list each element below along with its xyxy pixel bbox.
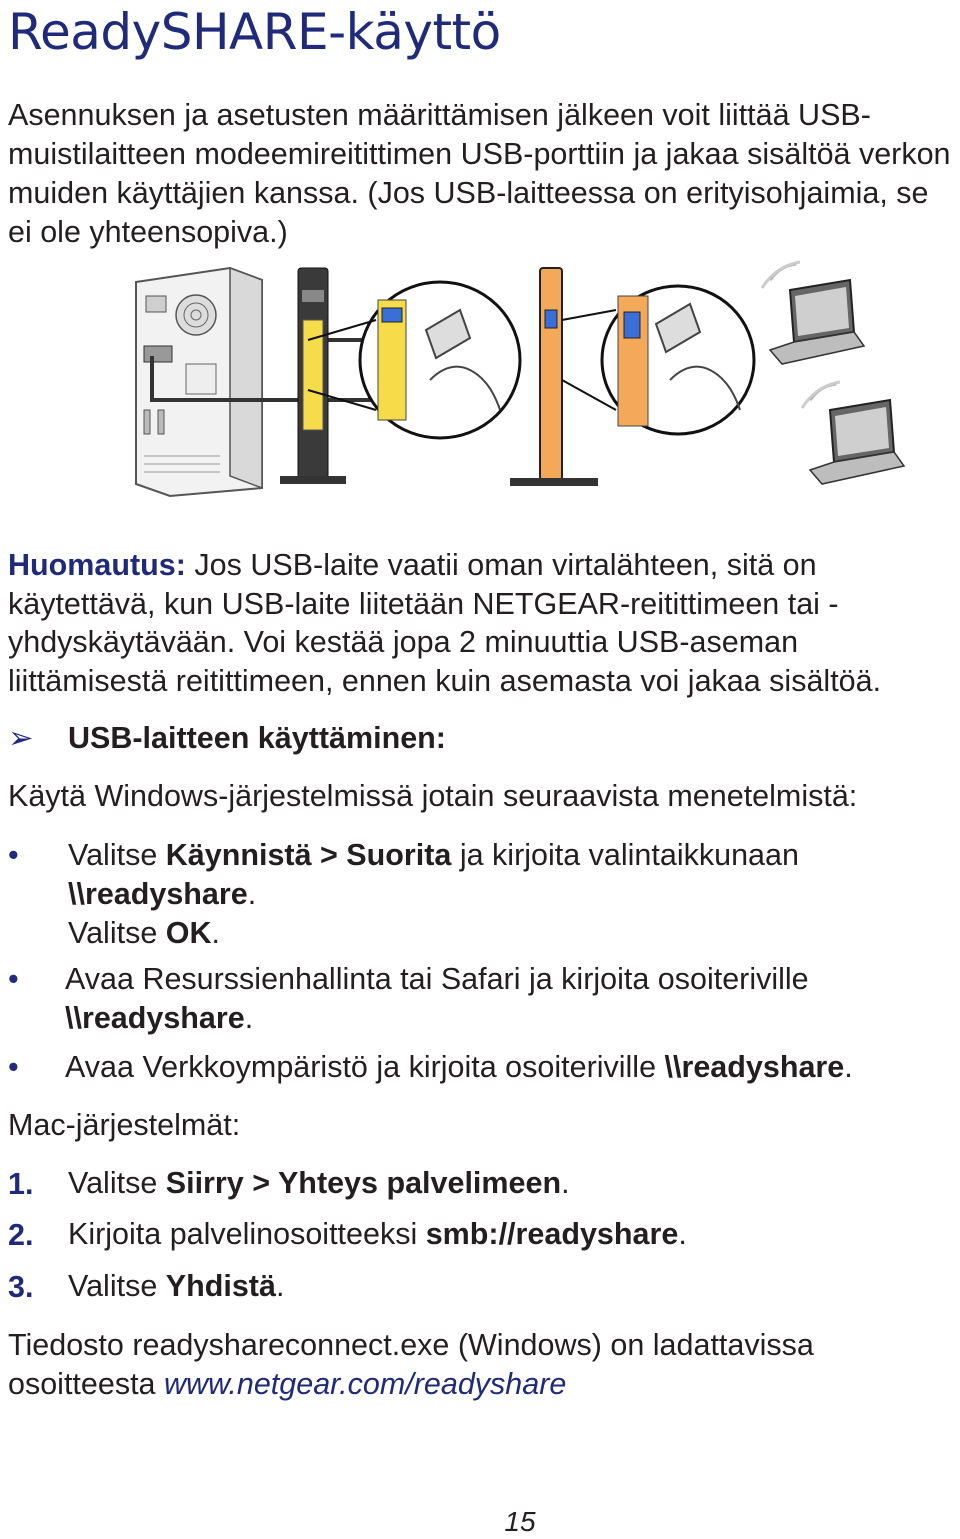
text-run: .	[678, 1217, 687, 1251]
text-run: .	[247, 877, 257, 911]
usb-usage-heading-text: USB-laitteen käyttäminen:	[68, 721, 446, 755]
computer-tower-illustration	[136, 268, 262, 496]
note-paragraph	[8, 546, 958, 700]
text-run: Valitse	[68, 838, 166, 872]
usb-plug-zoom-illustration-2	[562, 286, 754, 434]
router-front-illustration	[510, 268, 598, 486]
note-text: Jos USB-laite vaatii oman virtalähteen, sitä on käytettävä, kun USB-laite liitetään NETGEAR-reitittimeen tai -yhdyskäytävään. Voi kestää jopa 2 minuuttia USB-aseman liittämisestä reitittimeen, ennen kuin asemasta voi jakaa sisältöä.	[8, 548, 882, 698]
server-address: smb://readyshare	[425, 1217, 679, 1251]
text-run: Tiedosto readyshareconnect.exe (Windows) on ladattavissa	[8, 1328, 814, 1362]
router-side-illustration	[280, 268, 346, 484]
ok-label: OK	[165, 916, 212, 950]
laptop-illustration-2	[802, 382, 904, 484]
text-run: ja kirjoita valintaikkunaan	[451, 838, 799, 872]
mac-intro: Mac-järjestelmät:	[8, 1108, 241, 1142]
readyshare-illustration	[130, 260, 910, 510]
windows-method-explorer	[65, 960, 945, 1038]
mac-step-3	[68, 1267, 948, 1306]
windows-method-network	[65, 1048, 945, 1087]
readyshare-download-link[interactable]: www.netgear.com/readyshare	[164, 1367, 567, 1401]
usb-plug-zoom-illustration-1	[308, 282, 520, 438]
bullet-icon: •	[8, 962, 19, 996]
text-run: Avaa Resurssienhallinta tai Safari ja kirjoita osoiteriville	[65, 962, 809, 996]
page-number: 15	[504, 1506, 536, 1537]
text-run: .	[844, 1050, 853, 1084]
bullet-icon: •	[8, 838, 19, 872]
text-run: Valitse	[68, 1269, 166, 1303]
laptop-illustration-1	[762, 262, 864, 364]
mac-step-1	[68, 1164, 948, 1203]
text-run: Avaa Verkkoympäristö ja kirjoita osoiteriville	[65, 1050, 665, 1084]
page-title: ReadySHARE-käyttö	[8, 3, 501, 61]
bullet-icon: •	[8, 1050, 19, 1084]
download-note	[8, 1326, 814, 1404]
mac-step-2	[68, 1215, 948, 1254]
windows-intro: Käytä Windows-järjestelmissä jotain seuraavista menetelmistä:	[8, 779, 858, 813]
note-label: Huomautus:	[8, 548, 186, 582]
menu-path: Siirry > Yhteys palvelimeen	[165, 1166, 562, 1200]
text-run: Valitse	[68, 916, 166, 950]
readyshare-path: \\readyshare	[664, 1050, 845, 1084]
readyshare-path: \\readyshare	[68, 877, 248, 911]
arrow-bullet-icon: ➢	[8, 721, 34, 755]
windows-method-run	[68, 836, 948, 953]
text-run: .	[211, 916, 220, 950]
intro-paragraph: Asennuksen ja asetusten määrittämisen jälkeen voit liittää USB-muistilaitteen modeemireitittimen USB-porttiin ja jakaa sisältöä verkon muiden käyttäjien kanssa. (Jos USB-laitteessa on erityisohjaimia, se ei ole yhteensopiva.)	[8, 98, 951, 249]
text-run: osoitteesta	[8, 1367, 164, 1401]
text-run: Valitse	[68, 1166, 166, 1200]
text-run: .	[244, 1001, 254, 1035]
text-run: Kirjoita palvelinosoitteeksi	[68, 1217, 426, 1251]
step-number: 1.	[8, 1167, 34, 1201]
usb-usage-heading	[8, 718, 446, 758]
readyshare-path: \\readyshare	[65, 1001, 245, 1035]
step-number: 3.	[8, 1270, 34, 1304]
step-number: 2.	[8, 1218, 34, 1252]
connect-label: Yhdistä	[165, 1269, 276, 1303]
text-run: .	[275, 1269, 285, 1303]
text-run: .	[561, 1166, 570, 1200]
menu-path: Käynnistä > Suorita	[165, 838, 452, 872]
